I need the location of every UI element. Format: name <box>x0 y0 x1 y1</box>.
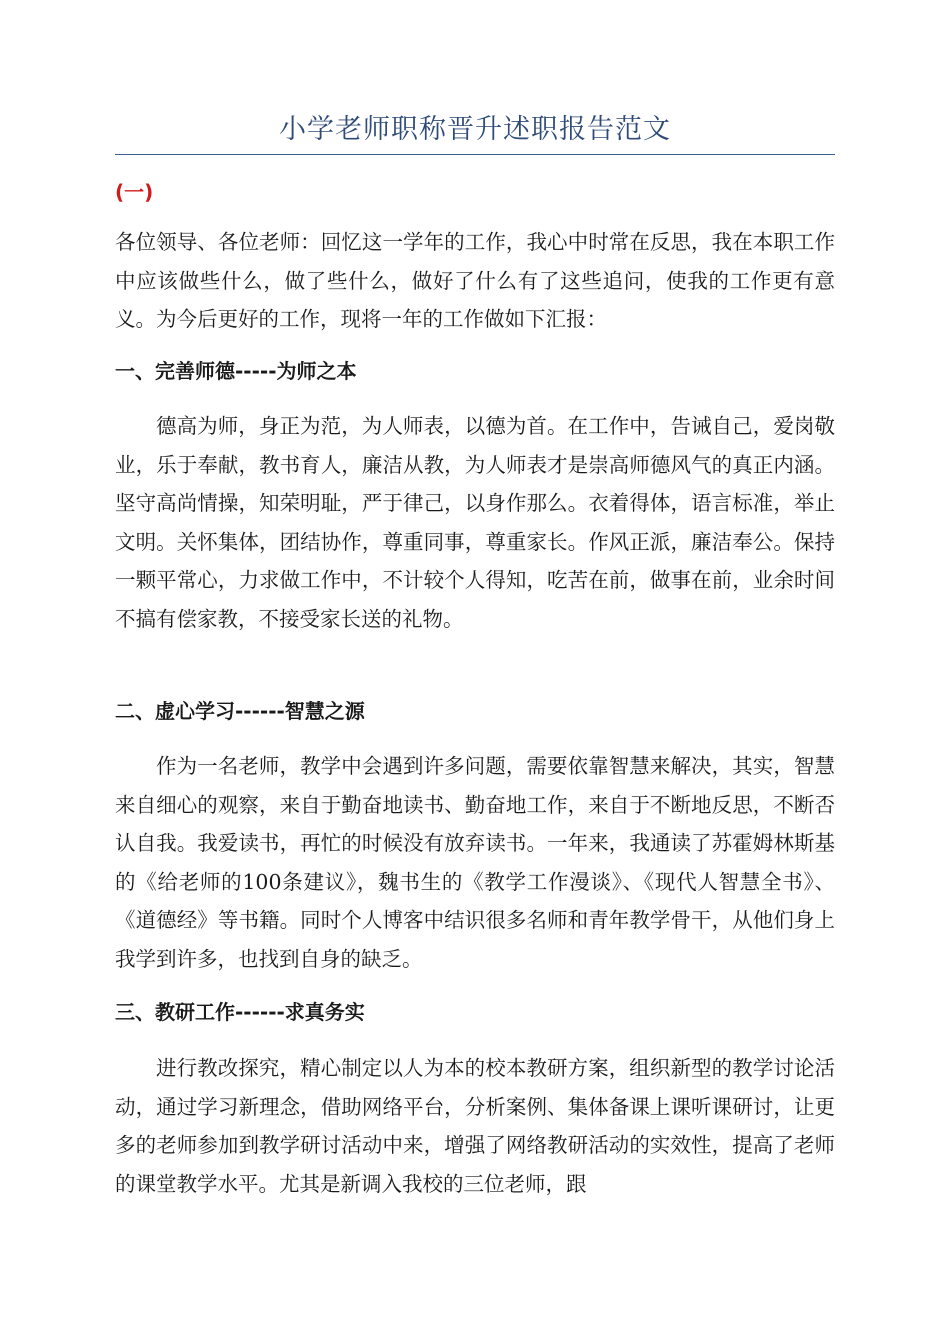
section-heading-1: 一、完善师德-----为师之本 <box>115 359 357 383</box>
section-heading-2: 二、虚心学习------智慧之源 <box>115 699 365 723</box>
section-body-2: 作为一名老师，教学中会遇到许多问题，需要依靠智慧来解决，其实，智慧来自细心的观察，来自于勤奋地读书、勤奋地工作，来自于不断地反思，不断否认自我。我爱读书，再忙的时候没有放弃读书。一年来，我通读了苏霍姆林斯基的《给老师的100条建议》，魏书生的《教学工作漫谈》、《现代人智慧全书》、《道德经》等书籍。同时个人博客中结识很多名师和青年教学骨干，从他们身上我学到许多，也找到自身的缺乏。 <box>115 754 835 971</box>
section-body-1: 德高为师，身正为范，为人师表，以德为首。在工作中，告诫自己，爱岗敬业，乐于奉献，教书育人，廉洁从教，为人师表才是崇高师德风气的真正内涵。坚守高尚情操，知荣明耻，严于律己，以身作那么。衣着得体，语言标准，举止文明。关怀集体，团结协作，尊重同事，尊重家长。作风正派，廉洁奉公。保持一颗平常心，力求做工作中，不计较个人得知，吃苦在前，做事在前，业余时间不搞有偿家教，不接受家长送的礼物。 <box>115 414 835 631</box>
title-underline <box>115 154 835 155</box>
section-number: (一) <box>115 180 154 204</box>
intro-paragraph: 各位领导、各位老师：回忆这一学年的工作，我心中时常在反思，我在本职工作中应该做些什么，做了些什么，做好了什么有了这些追问，使我的工作更有意义。为今后更好的工作，现将一年的工作做如下汇报： <box>115 230 835 331</box>
section-body-3: 进行教改探究，精心制定以人为本的校本教研方案，组织新型的教学讨论活动，通过学习新理念，借助网络平台，分析案例、集体备课上课听课研讨，让更多的老师参加到教学研讨活动中来，增强了网络教研活动的实效性，提高了老师的课堂教学水平。尤其是新调入我校的三位老师，跟 <box>115 1056 835 1196</box>
document-title: 小学老师职称晋升述职报告范文 <box>279 114 671 145</box>
section-heading-3: 三、教研工作------求真务实 <box>115 1000 365 1024</box>
